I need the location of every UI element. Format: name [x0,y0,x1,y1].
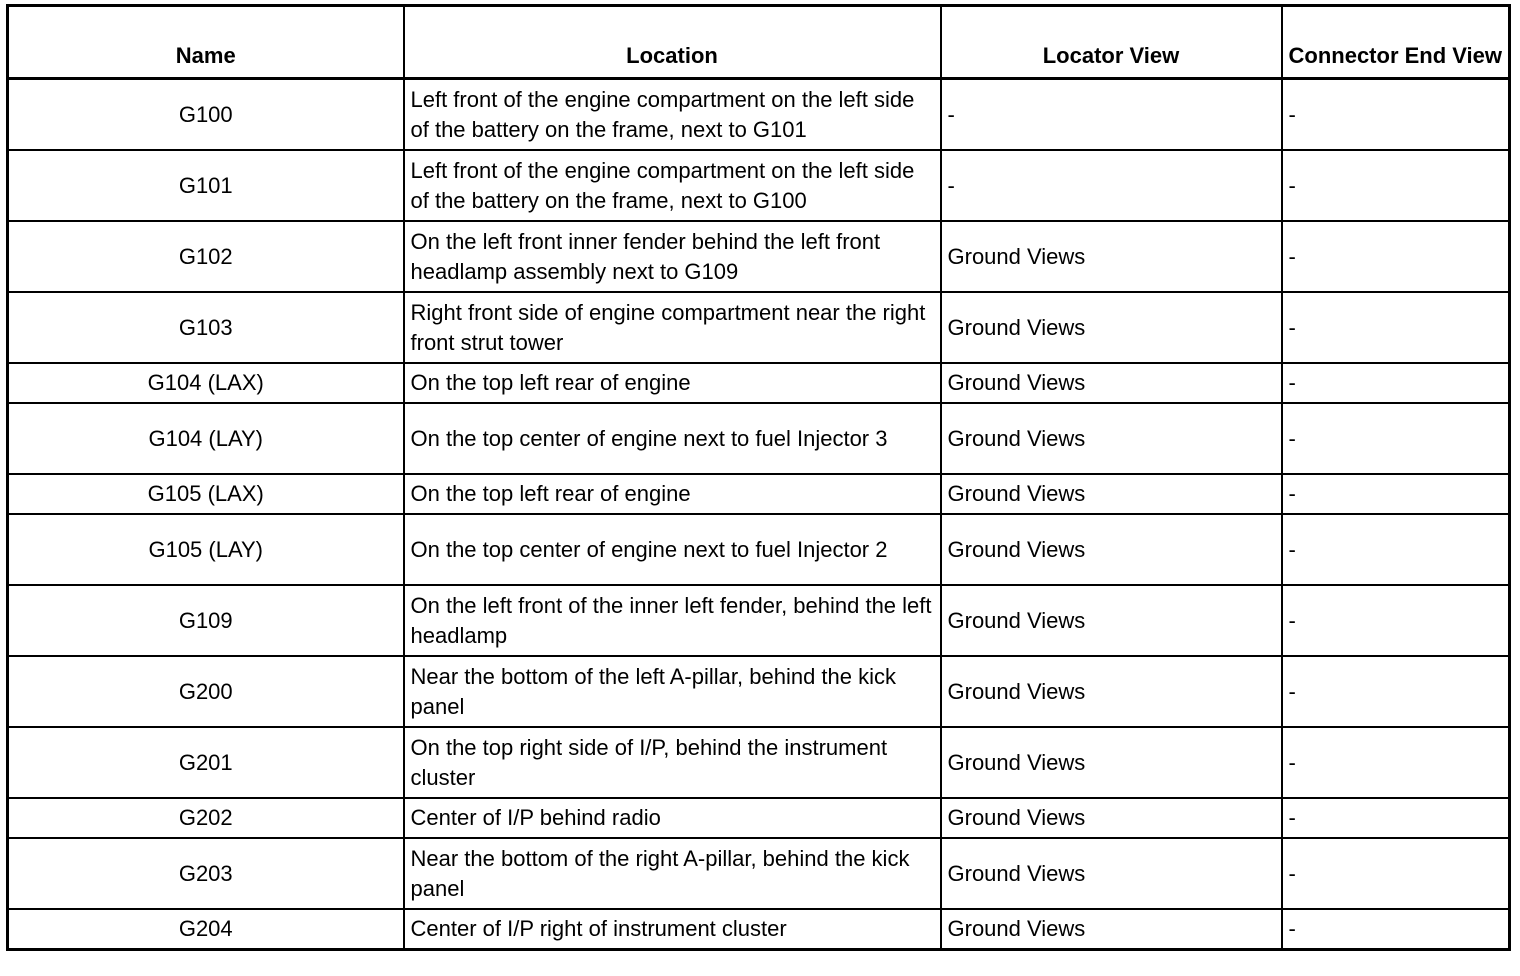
name-cell: G201 [8,727,404,798]
table-row [8,79,1510,151]
name-cell: G104 (LAX) [8,363,404,403]
table-row [8,585,1510,656]
locator-view-cell: Ground Views [941,909,1282,950]
connector-end-view-cell: - [1282,838,1510,909]
connector-end-view-cell: - [1282,585,1510,656]
header-connector-end-view: Connector End View [1282,6,1510,79]
locator-view-cell: Ground Views [941,363,1282,403]
connector-end-view-cell: - [1282,403,1510,474]
table-row [8,474,1510,514]
connector-end-view-cell: - [1282,221,1510,292]
locator-view-cell: Ground Views [941,727,1282,798]
location-cell: On the top center of engine next to fuel Injector 2 [404,514,941,585]
table-row [8,656,1510,727]
connector-end-view-cell: - [1282,656,1510,727]
name-cell: G104 (LAY) [8,403,404,474]
location-cell: On the top right side of I/P, behind the instrument cluster [404,727,941,798]
table-row [8,798,1510,838]
connector-end-view-cell: - [1282,798,1510,838]
connector-end-view-cell: - [1282,292,1510,363]
location-cell: Near the bottom of the right A-pillar, behind the kick panel [404,838,941,909]
connector-end-view-cell: - [1282,79,1510,151]
locator-view-cell: Ground Views [941,403,1282,474]
table-body [8,79,1510,950]
table-row [8,292,1510,363]
name-cell: G203 [8,838,404,909]
location-cell: On the top left rear of engine [404,363,941,403]
location-cell: Left front of the engine compartment on the left side of the battery on the frame, next to G101 [404,79,941,151]
location-cell: Center of I/P right of instrument cluster [404,909,941,950]
name-cell: G105 (LAY) [8,514,404,585]
location-cell: On the left front of the inner left fender, behind the left headlamp [404,585,941,656]
connector-end-view-cell: - [1282,909,1510,950]
name-cell: G200 [8,656,404,727]
table-row [8,514,1510,585]
table-row [8,150,1510,221]
locator-view-cell: Ground Views [941,292,1282,363]
locator-view-cell: Ground Views [941,798,1282,838]
table-row [8,403,1510,474]
table-row [8,909,1510,950]
locator-view-cell: Ground Views [941,474,1282,514]
name-cell: G204 [8,909,404,950]
location-cell: Left front of the engine compartment on the left side of the battery on the frame, next to G100 [404,150,941,221]
location-cell: On the top left rear of engine [404,474,941,514]
table-row [8,363,1510,403]
connector-end-view-cell: - [1282,150,1510,221]
table-row [8,838,1510,909]
ground-locations-table [6,4,1511,951]
locator-view-cell: - [941,150,1282,221]
table-row [8,221,1510,292]
name-cell: G101 [8,150,404,221]
location-cell: On the left front inner fender behind the left front headlamp assembly next to G109 [404,221,941,292]
locator-view-cell: Ground Views [941,221,1282,292]
name-cell: G105 (LAX) [8,474,404,514]
name-cell: G102 [8,221,404,292]
connector-end-view-cell: - [1282,363,1510,403]
locator-view-cell: Ground Views [941,514,1282,585]
name-cell: G109 [8,585,404,656]
table-row [8,727,1510,798]
connector-end-view-cell: - [1282,514,1510,585]
location-cell: Near the bottom of the left A-pillar, behind the kick panel [404,656,941,727]
locator-view-cell: Ground Views [941,585,1282,656]
locator-view-cell: Ground Views [941,838,1282,909]
location-cell: On the top center of engine next to fuel Injector 3 [404,403,941,474]
connector-end-view-cell: - [1282,727,1510,798]
name-cell: G202 [8,798,404,838]
name-cell: G100 [8,79,404,151]
name-cell: G103 [8,292,404,363]
header-locator-view: Locator View [941,6,1282,79]
locator-view-cell: - [941,79,1282,151]
location-cell: Right front side of engine compartment near the right front strut tower [404,292,941,363]
connector-end-view-cell: - [1282,474,1510,514]
header-row [8,6,1510,79]
header-location: Location [404,6,941,79]
location-cell: Center of I/P behind radio [404,798,941,838]
header-name: Name [8,6,404,79]
locator-view-cell: Ground Views [941,656,1282,727]
